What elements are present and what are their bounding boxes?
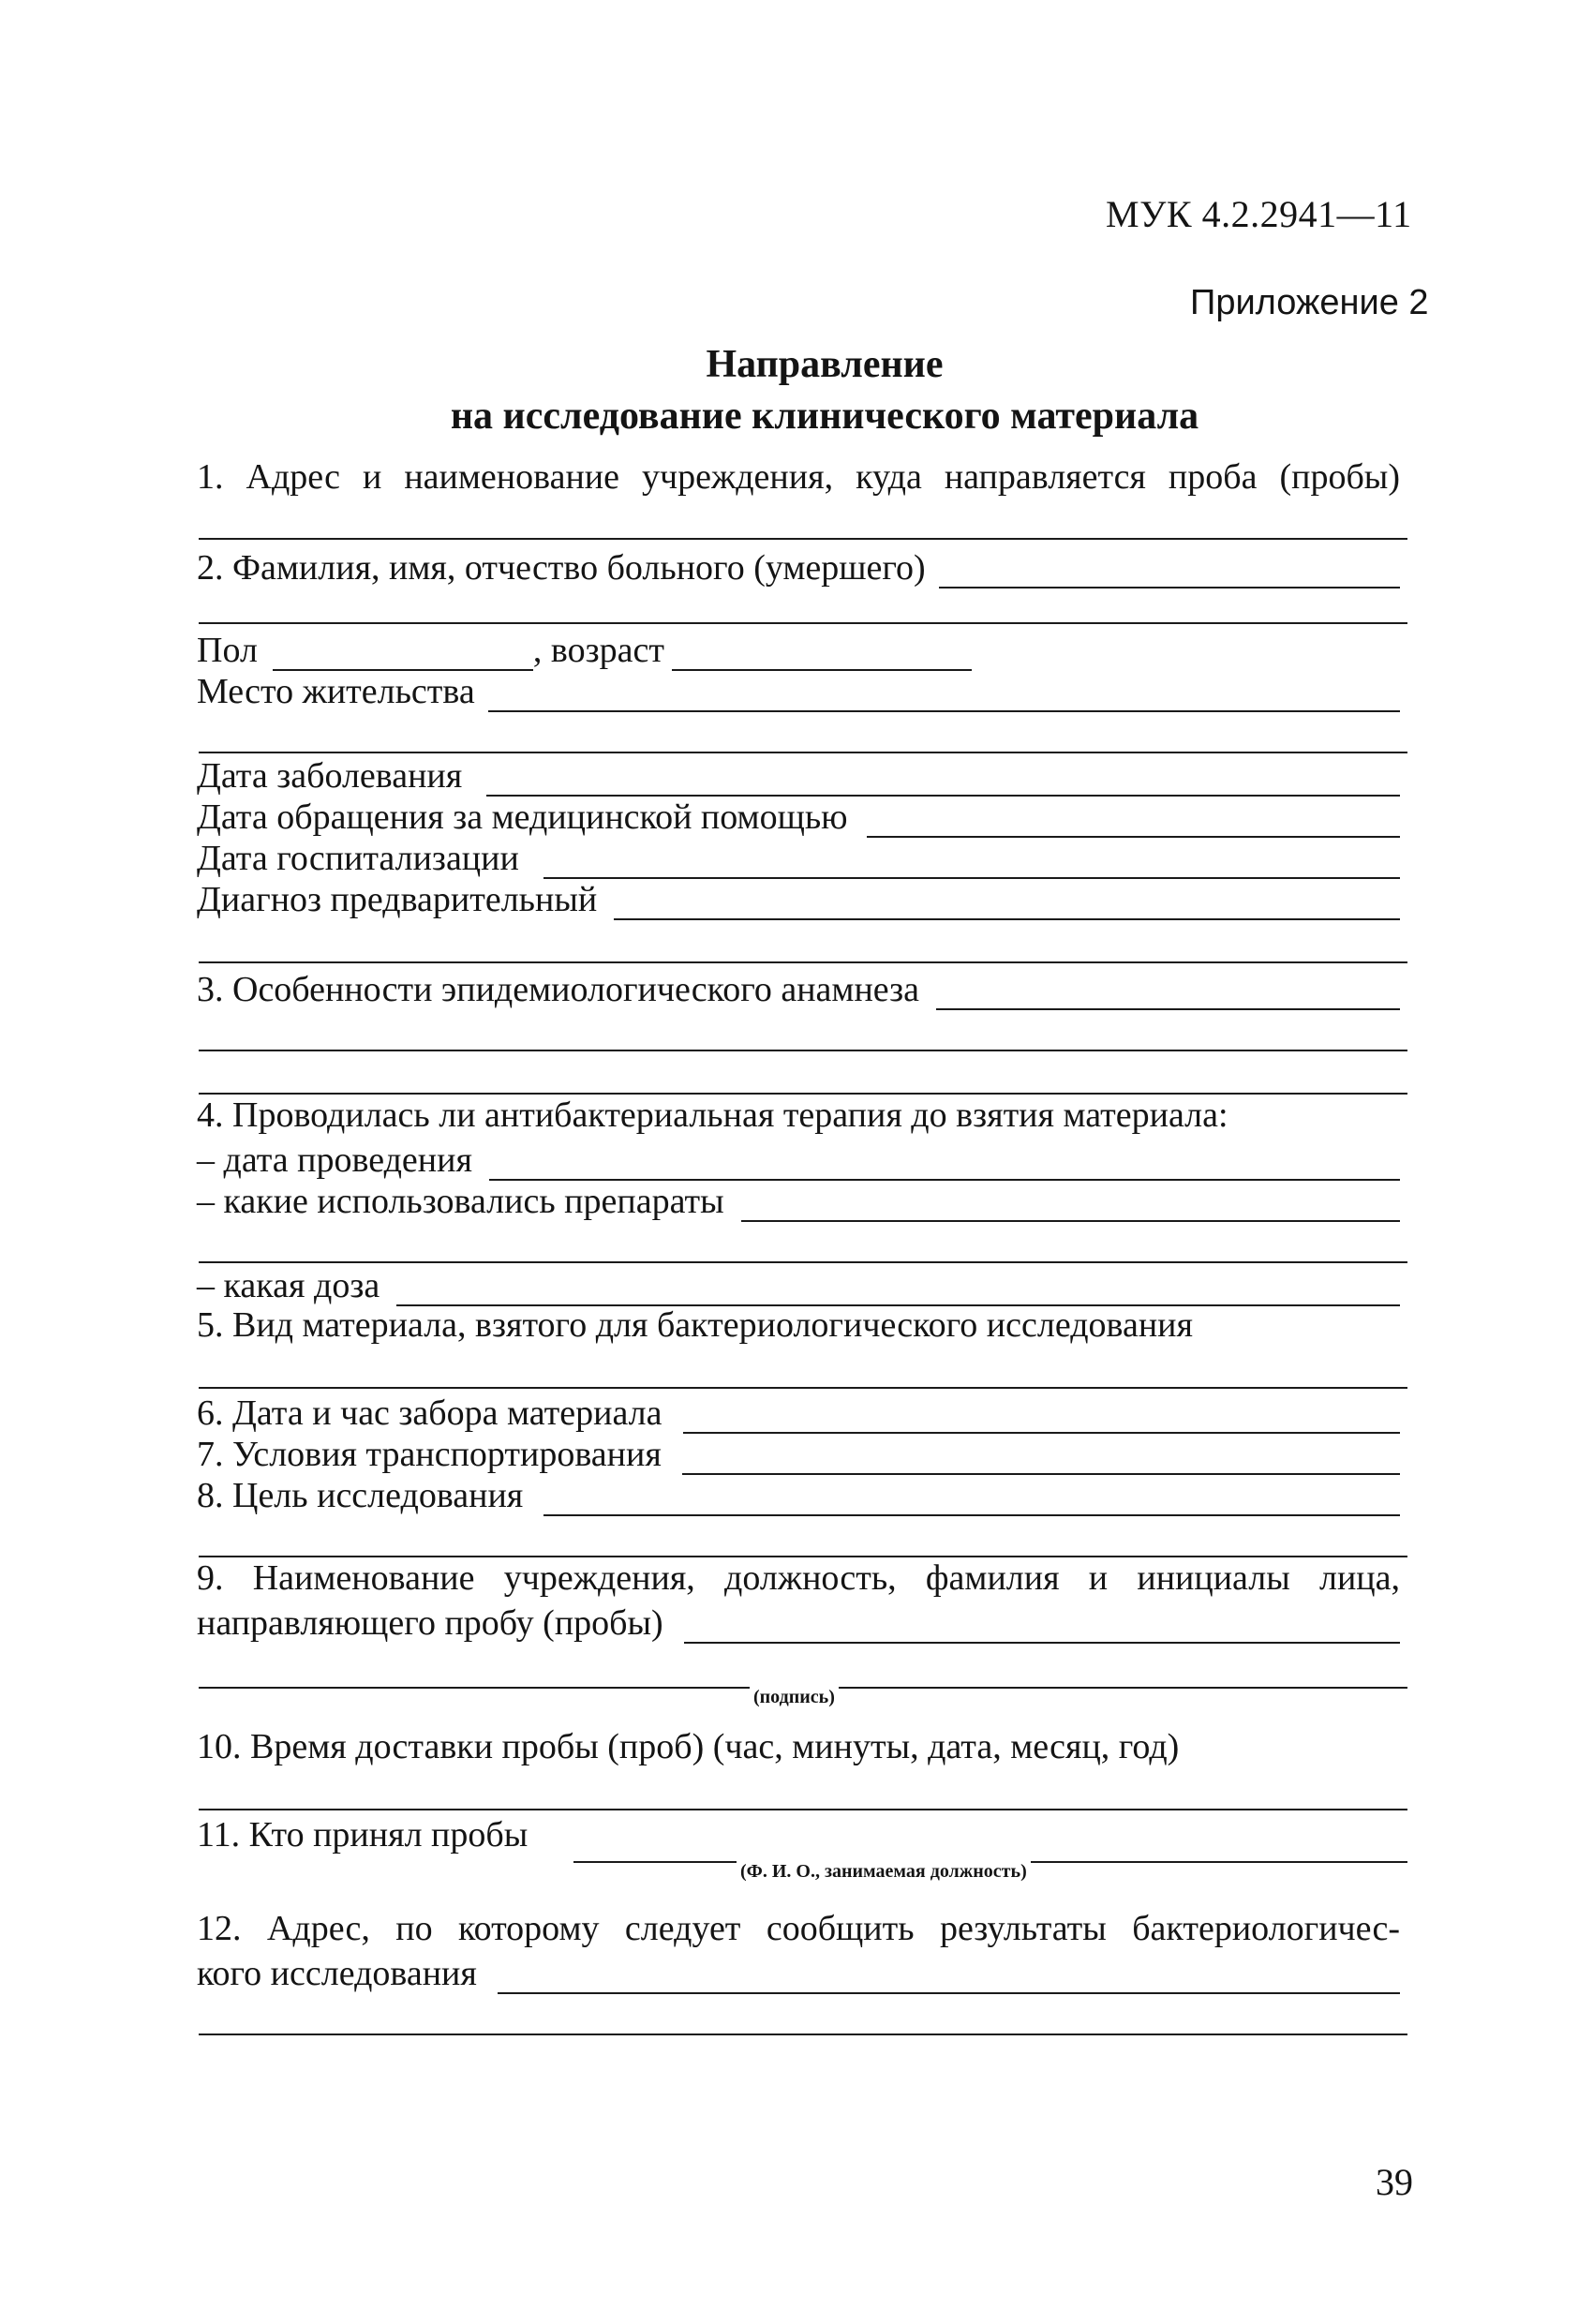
signature-caption: (подпись) bbox=[750, 1687, 839, 1707]
visit-row bbox=[197, 793, 1400, 838]
therapy-drugs-row bbox=[197, 1177, 1400, 1222]
receiver-caption: (Ф. И. О., занимаемая должность) bbox=[737, 1861, 1031, 1882]
field-12-label: 12. Адрес, по которому следует сообщить результаты бактериологичес- bbox=[197, 1909, 1400, 1948]
residence-label: Место жительства bbox=[197, 672, 475, 711]
field-7-label: 7. Условия транспортирования bbox=[197, 1435, 662, 1474]
therapy-date-row bbox=[197, 1136, 1400, 1181]
hospitalization-date-field[interactable] bbox=[543, 842, 1400, 879]
therapy-drugs-label: – какие использовались препараты bbox=[197, 1182, 724, 1221]
field-1-line[interactable] bbox=[199, 538, 1407, 540]
epid-history-field[interactable] bbox=[936, 973, 1400, 1010]
research-purpose-field[interactable] bbox=[543, 1479, 1400, 1516]
field-1-label: 1. Адрес и наименование учреждения, куда направляется проба (пробы) bbox=[197, 457, 1400, 497]
patient-name-field[interactable] bbox=[939, 551, 1400, 588]
field-3-label: 3. Особенности эпидемиологического анамнеза bbox=[197, 970, 920, 1009]
appendix-label: Приложение 2 bbox=[1190, 283, 1429, 322]
age-field[interactable] bbox=[672, 633, 972, 671]
page-number: 39 bbox=[1376, 2161, 1413, 2203]
residence-row bbox=[197, 667, 1400, 712]
field-11-label: 11. Кто принял пробы bbox=[197, 1815, 529, 1855]
onset-label: Дата заболевания bbox=[197, 756, 463, 796]
sampling-datetime-field[interactable] bbox=[683, 1396, 1400, 1434]
onset-row bbox=[197, 752, 1400, 797]
diagnosis-extra-line[interactable] bbox=[199, 961, 1407, 963]
field-12-row bbox=[197, 1949, 1400, 1994]
field-2-row bbox=[197, 544, 1400, 588]
field-3-extra-line-1[interactable] bbox=[199, 1050, 1407, 1051]
therapy-drugs-field[interactable] bbox=[741, 1184, 1400, 1222]
referrer-field[interactable] bbox=[684, 1606, 1400, 1644]
field-6-label: 6. Дата и час забора материала bbox=[197, 1393, 663, 1433]
field-4-label: 4. Проводилась ли антибактериальная терапия до взятия материала: bbox=[197, 1095, 1228, 1135]
result-address-field[interactable] bbox=[498, 1957, 1400, 1994]
sex-label: Пол bbox=[197, 631, 258, 670]
diagnosis-field[interactable] bbox=[614, 883, 1400, 920]
field-9-label: 9. Наименование учреждения, должность, фамилия и инициалы лица, bbox=[197, 1558, 1400, 1598]
visit-label: Дата обращения за медицинской помощью bbox=[197, 797, 848, 837]
field-2-label: 2. Фамилия, имя, отчество больного (умершего) bbox=[197, 548, 926, 588]
field-9-row bbox=[197, 1599, 1400, 1644]
diagnosis-row bbox=[197, 875, 1400, 920]
field-5-label: 5. Вид материала, взятого для бактериологического исследования bbox=[197, 1305, 1193, 1345]
document-code: МУК 4.2.2941—11 bbox=[1106, 193, 1412, 235]
field-6-row bbox=[197, 1389, 1400, 1434]
field-12-label-2: кого исследования bbox=[197, 1954, 477, 1993]
residence-field[interactable] bbox=[488, 675, 1400, 712]
hospitalization-row bbox=[197, 834, 1400, 879]
field-3-row bbox=[197, 965, 1400, 1010]
field-8-label: 8. Цель исследования bbox=[197, 1476, 524, 1515]
form-title: Направление bbox=[706, 343, 944, 386]
visit-date-field[interactable] bbox=[867, 800, 1400, 838]
therapy-date-field[interactable] bbox=[489, 1143, 1400, 1181]
sex-age-row bbox=[197, 626, 972, 671]
field-2-extra-line[interactable] bbox=[199, 622, 1407, 624]
diagnosis-label: Диагноз предварительный bbox=[197, 880, 598, 919]
sex-field[interactable] bbox=[273, 633, 533, 671]
delivery-time-field[interactable] bbox=[199, 1809, 1407, 1810]
result-address-extra-line[interactable] bbox=[199, 2034, 1407, 2035]
therapy-date-label: – дата проведения bbox=[197, 1140, 472, 1180]
hospitalization-label: Дата госпитализации bbox=[197, 839, 519, 878]
age-label: , возраст bbox=[532, 631, 664, 670]
form-subtitle: на исследование клинического материала bbox=[450, 395, 1199, 438]
field-8-row bbox=[197, 1471, 1400, 1516]
transport-conditions-field[interactable] bbox=[682, 1438, 1400, 1475]
onset-date-field[interactable] bbox=[486, 759, 1400, 797]
therapy-dose-label: – какая доза bbox=[197, 1266, 380, 1305]
therapy-dose-field[interactable] bbox=[396, 1269, 1400, 1306]
therapy-dose-row bbox=[197, 1261, 1400, 1306]
field-10-label: 10. Время доставки пробы (проб) (час, минуты, дата, месяц, год) bbox=[197, 1727, 1180, 1766]
field-7-row bbox=[197, 1430, 1400, 1475]
field-9-label-2: направляющего пробу (пробы) bbox=[197, 1603, 663, 1643]
